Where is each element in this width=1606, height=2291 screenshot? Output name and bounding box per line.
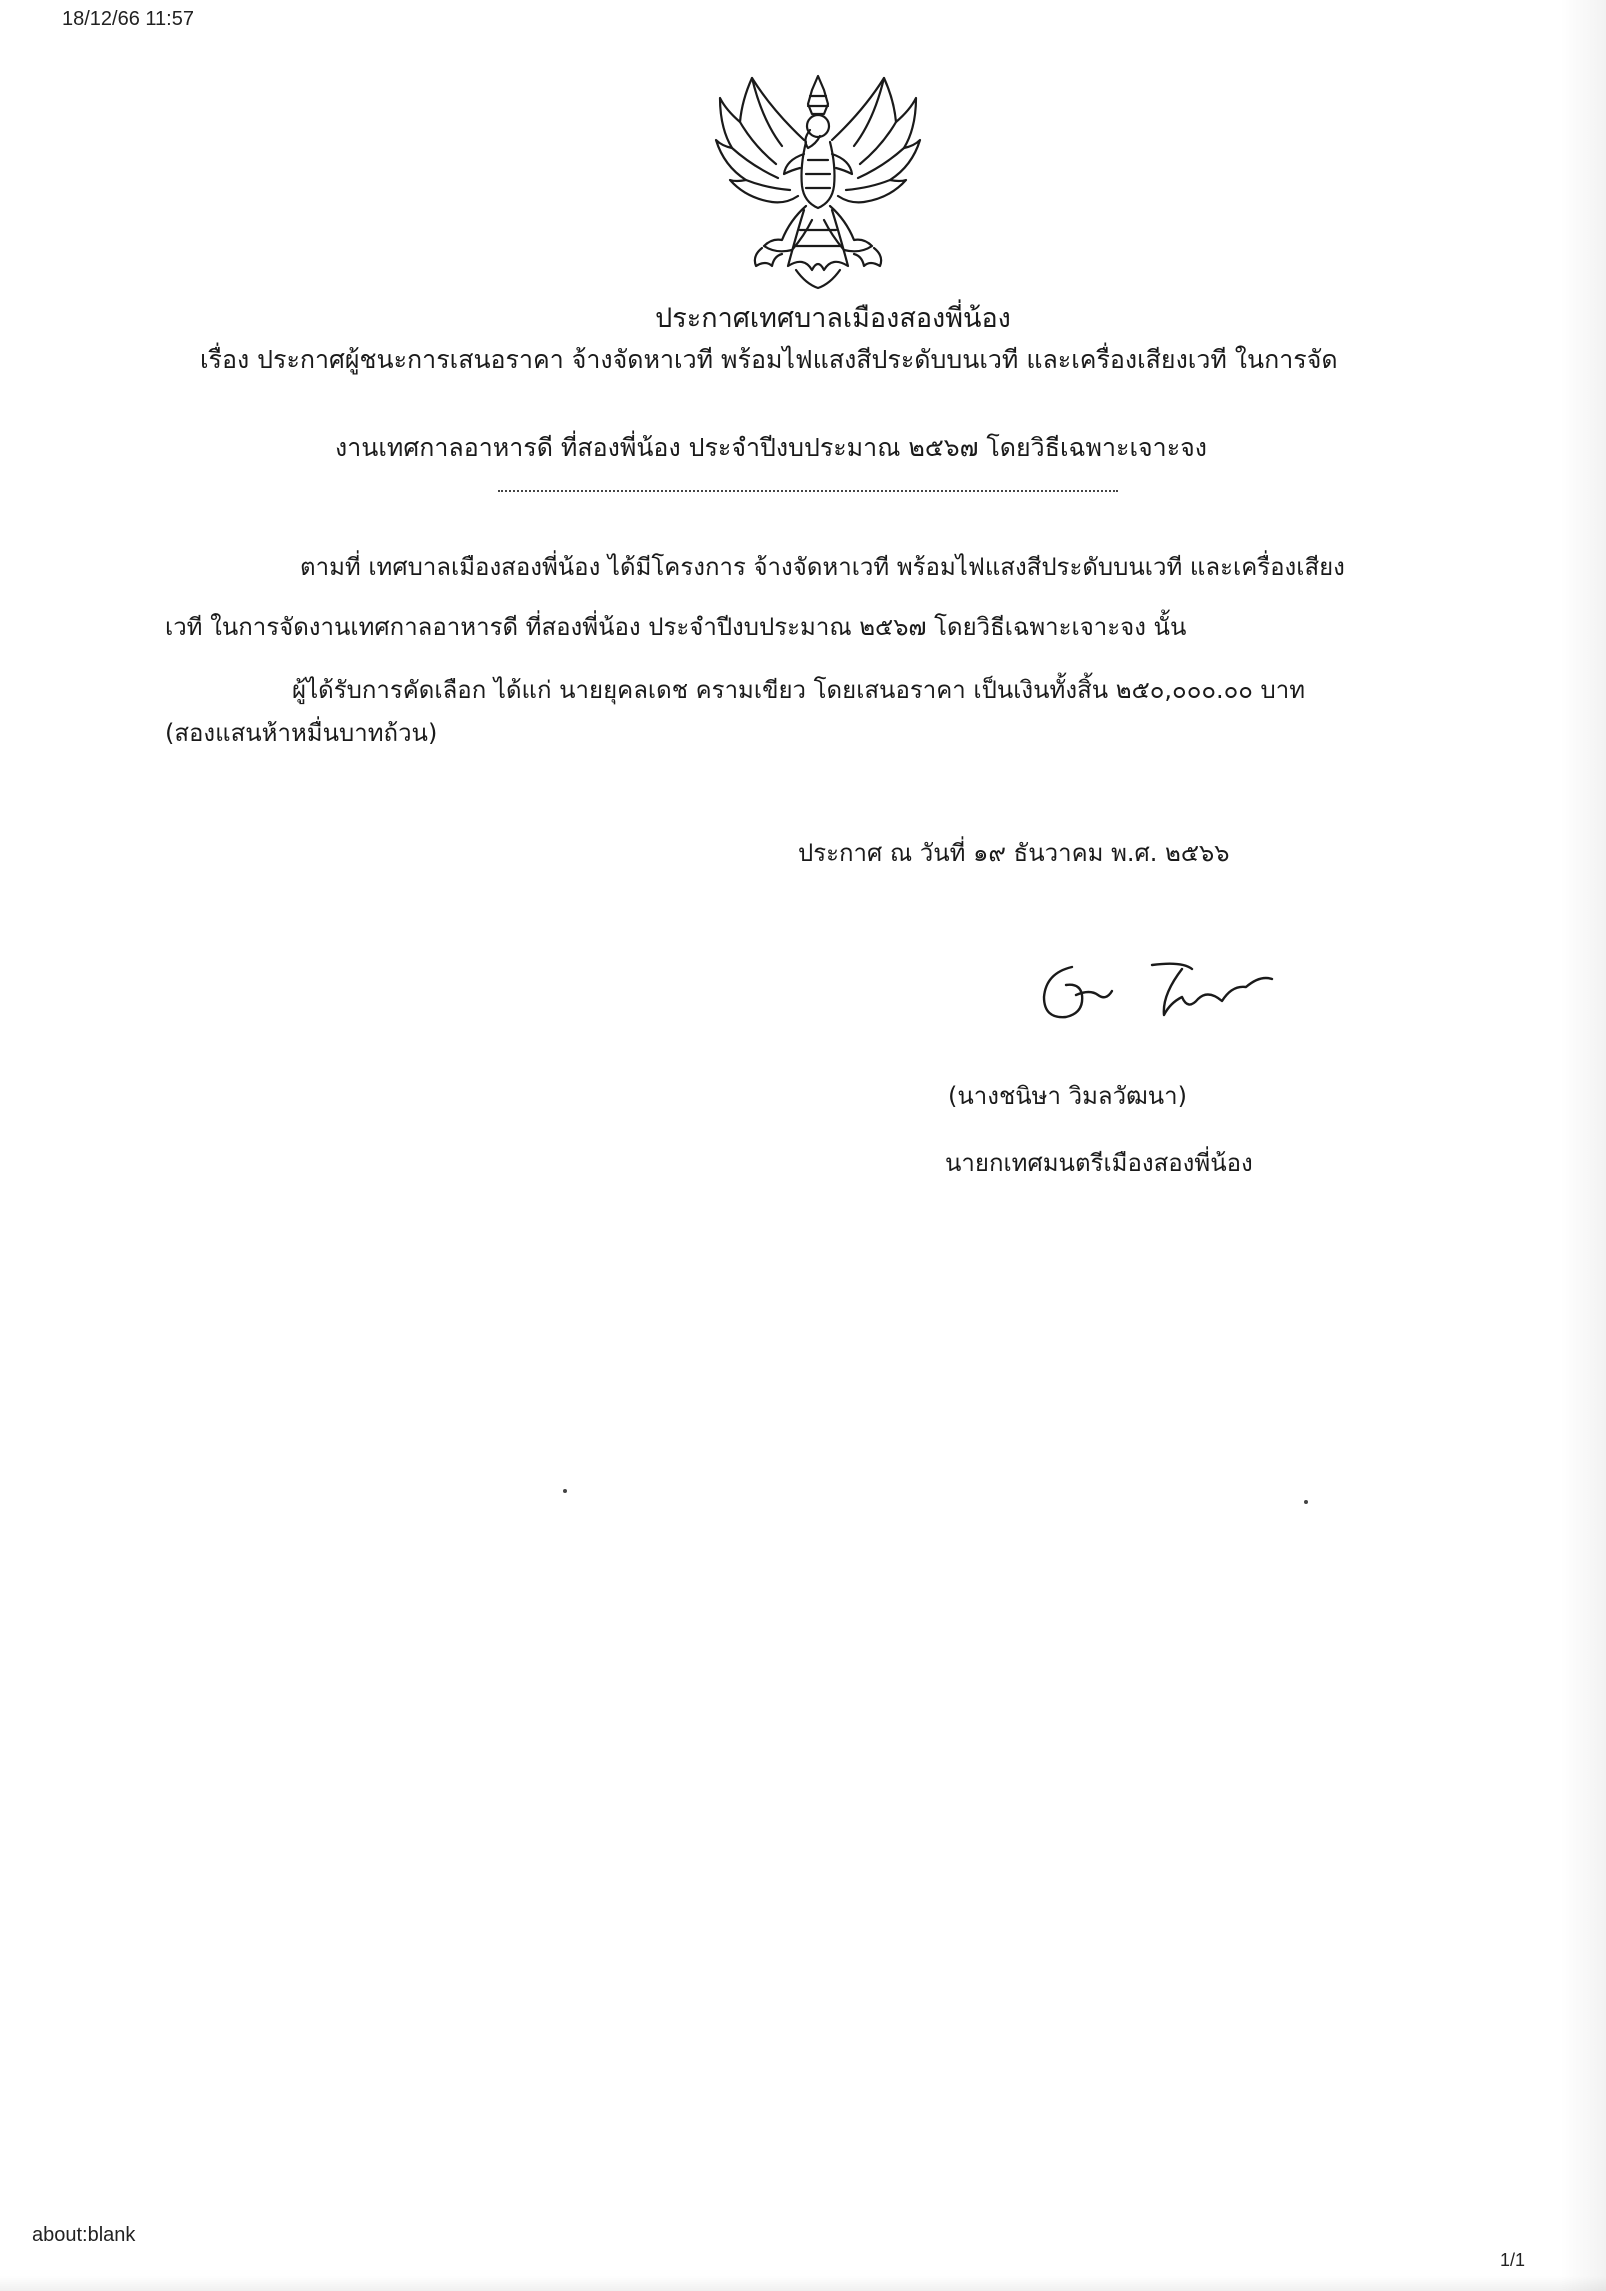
scan-bottom-shadow: [0, 2276, 1606, 2291]
print-timestamp: 18/12/66 11:57: [62, 8, 194, 30]
garuda-emblem-icon: [712, 70, 924, 292]
footer-page-number: 1/1: [1500, 2250, 1526, 2270]
signer-name: (นางชนิษา วิมลวัฒนา): [948, 1082, 1187, 1110]
announcement-subject-line-1: เรื่อง ประกาศผู้ชนะการเสนอราคา จ้างจัดหาเวที พร้อมไฟแสงสีประดับบนเวที และเครื่องเสียงเวที ในการจัด: [200, 345, 1338, 374]
footer-url: about:blank: [32, 2224, 136, 2246]
signer-position: นายกเทศมนตรีเมืองสองพี่น้อง: [945, 1149, 1253, 1177]
body-paragraph-2-line-1: ผู้ได้รับการคัดเลือก ได้แก่ นายยุคลเดช ครามเขียว โดยเสนอราคา เป็นเงินทั้งสิ้น ๒๕๐,๐๐๐.๐๐ บาท: [292, 676, 1306, 704]
scan-speck: [563, 1489, 567, 1493]
handwritten-signature-icon: [1032, 955, 1282, 1035]
body-paragraph-2-line-2: (สองแสนห้าหมื่นบาทถ้วน): [165, 719, 438, 747]
divider: [498, 490, 1118, 492]
body-paragraph-1-line-2: เวที ในการจัดงานเทศกาลอาหารดี ที่สองพี่น้อง ประจำปีงบประมาณ ๒๕๖๗ โดยวิธีเฉพาะเจาะจง นั้น: [165, 613, 1187, 641]
scan-edge-shadow: [1560, 0, 1606, 2291]
announcement-subject-line-2: งานเทศกาลอาหารดี ที่สองพี่น้อง ประจำปีงบประมาณ ๒๕๖๗ โดยวิธีเฉพาะเจาะจง: [335, 433, 1207, 462]
announcement-date: ประกาศ ณ วันที่ ๑๙ ธันวาคม พ.ศ. ๒๕๖๖: [798, 839, 1230, 867]
scan-speck: [1304, 1500, 1308, 1504]
announcement-title: ประกาศเทศบาลเมืองสองพี่น้อง: [655, 303, 1011, 334]
body-paragraph-1-line-1: ตามที่ เทศบาลเมืองสองพี่น้อง ได้มีโครงการ จ้างจัดหาเวที พร้อมไฟแสงสีประดับบนเวที และเครื่องเสียง: [300, 553, 1345, 581]
